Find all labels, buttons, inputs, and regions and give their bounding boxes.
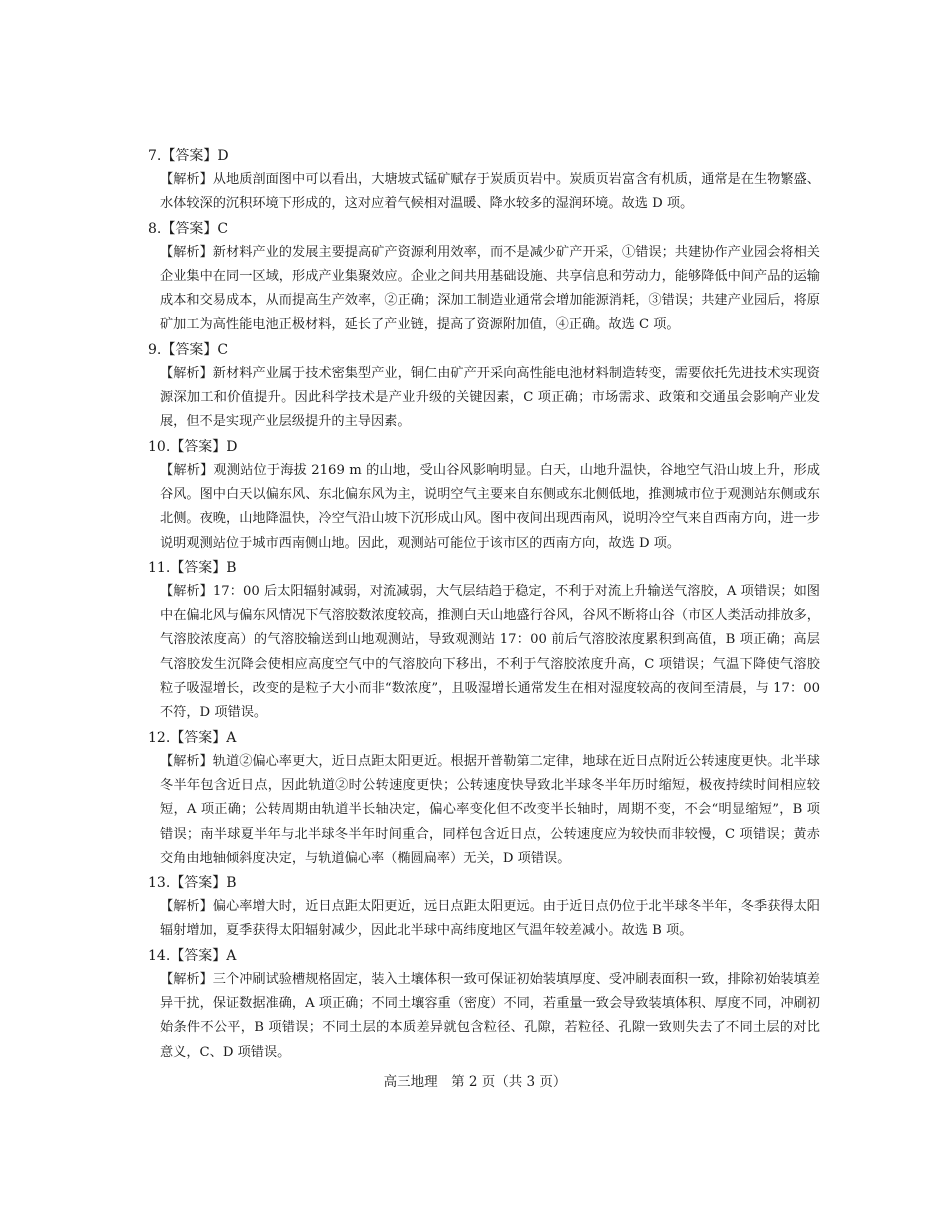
analysis-paragraph: 【解析】新材料产业属于技术密集型产业，铜仁由矿产开采向高性能电池材料制造转变，需要依托先进技术实现资源深加工和价值提升。因此科学技术是产业升级的关键因素，C 项正确；市场需求、政策和交通虽会影响产业发展，但不是实现产业层级提升的主导因素。 — [160, 365, 820, 430]
answer-item-11 — [148, 556, 820, 726]
answer-line: 9.【答案】C — [148, 341, 229, 358]
answer-line: 8.【答案】C — [148, 220, 229, 237]
answer-line: 7.【答案】D — [148, 148, 229, 164]
answer-list — [148, 144, 820, 1065]
answer-line: 11.【答案】B — [148, 559, 237, 576]
answer-item-9 — [148, 338, 820, 435]
analysis-paragraph: 【解析】新材料产业的发展主要提高矿产资源利用效率，而不是减少矿产开采，①错误；共建协作产业园会将相关企业集中在同一区域，形成产业集聚效应。企业之间共用基础设施、共享信息和劳动力，能够降低中间产品的运输成本和交易成本，从而提高生产效率，②正确；深加工制造业通常会增加能源消耗，③错误；共建产业园后，将原矿加工为高性能电池正极材料，延长了产业链，提高了资源附加值，④正确。故选 C 项。 — [160, 244, 820, 333]
analysis-paragraph: 【解析】17：00 后太阳辐射减弱，对流减弱，大气层结趋于稳定，不利于对流上升输送气溶胶，A 项错误；如图中在偏北风与偏东风情况下气溶胶数浓度较高，推测白天山地盛行谷风，谷风不断将山谷（市区人类活动排放多，气溶胶浓度高）的气溶胶输送到山地观测站，导致观测站 17：00 前后气溶胶浓度累积到高值，B 项正确；高层气溶胶发生沉降会使相应高度空气中的气溶胶向下移出，不利于气溶胶浓度升高，C 项错误；气温下降使气溶胶粒子吸湿增长，改变的是粒子大小而非“数浓度”，且吸湿增长通常发生在相对湿度较高的夜间至清晨，与 17：00 不符，D 项错误。 — [160, 583, 820, 721]
answer-item-8 — [148, 217, 820, 338]
analysis-paragraph: 【解析】从地质剖面图中可以看出，大塘坡式锰矿赋存于炭质页岩中。炭质页岩富含有机质，通常是在生物繁盛、水体较深的沉积环境下形成的，这对应着气候相对温暖、降水较多的湿润环境。故选 D 项。 — [160, 172, 820, 212]
analysis-paragraph: 【解析】偏心率增大时，近日点距太阳更近，远日点距太阳更远。由于近日点仍位于北半球冬半年，冬季获得太阳辐射增加，夏季获得太阳辐射减少，因此北半球中高纬度地区气温年较差减小。故选 B 项。 — [160, 899, 820, 939]
answer-item-7 — [148, 144, 820, 217]
answer-item-12 — [148, 726, 820, 871]
answer-item-14 — [148, 944, 820, 1065]
answer-line: 10.【答案】D — [148, 438, 238, 455]
page-footer: 高三地理 第 2 页（共 3 页） — [383, 1074, 567, 1090]
analysis-paragraph: 【解析】轨道②偏心率更大，近日点距太阳更近。根据开普勒第二定律，地球在近日点附近公转速度更快。北半球冬半年包含近日点，因此轨道②时公转速度更快；公转速度快导致北半球冬半年历时缩短，极夜持续时间相应较短，A 项正确；公转周期由轨道半长轴决定，偏心率变化但不改变半长轴时，周期不变，不会“明显缩短”，B 项错误；南半球夏半年与北半球冬半年时间重合，同样包含近日点，公转速度应为较快而非较慢，C 项错误；黄赤交角由地轴倾斜度决定，与轨道偏心率（椭圆扁率）无关，D 项错误。 — [160, 753, 820, 866]
answer-item-10 — [148, 435, 820, 556]
analysis-paragraph: 【解析】三个冲刷试验槽规格固定，装入土壤体积一致可保证初始装填厚度、受冲刷表面积一致，排除初始装填差异干扰，保证数据准确，A 项正确；不同土壤容重（密度）不同，若重量一致会导致装填体积、厚度不同，冲刷初始条件不公平，B 项错误；不同土层的本质差异就包含粒径、孔隙，若粒径、孔隙一致则失去了不同土层的对比意义，C、D 项错误。 — [160, 971, 820, 1060]
answer-line: 12.【答案】A — [148, 729, 237, 746]
analysis-paragraph: 【解析】观测站位于海拔 2169 m 的山地，受山谷风影响明显。白天，山地升温快，谷地空气沿山坡上升，形成谷风。图中白天以偏东风、东北偏东风为主，说明空气主要来自东侧或东北侧低地，推测城市位于观测站东侧或东北侧。夜晚，山地降温快，冷空气沿山坡下沉形成山风。图中夜间出现西南风，说明冷空气来自西南方向，进一步说明观测站位于城市西南侧山地。因此，观测站可能位于该市区的西南方向，故选 D 项。 — [160, 462, 820, 551]
answer-line: 13.【答案】B — [148, 875, 237, 892]
answer-line: 14.【答案】A — [148, 947, 237, 964]
answer-item-13 — [148, 871, 820, 944]
